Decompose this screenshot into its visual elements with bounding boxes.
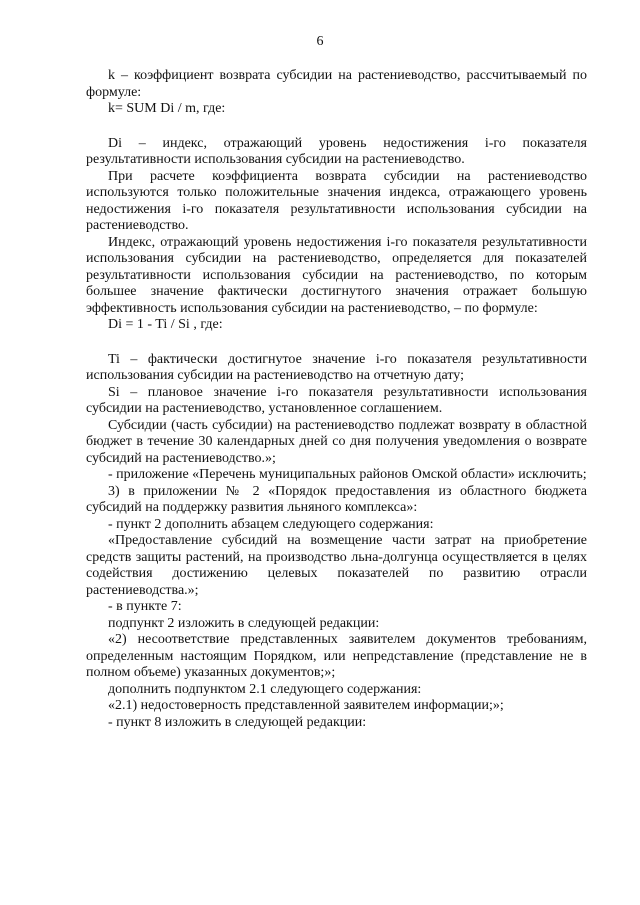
paragraph-positive-values: При расчете коэффициента возврата субсидии на растениеводство используются только положительные значения индекса, отражающего уровень недостижения i-го показателя результативности использования субсидии на растениеводство.: [86, 168, 587, 233]
paragraph-subitem-2-1-heading: дополнить подпунктом 2.1 следующего содержания:: [108, 681, 422, 697]
paragraph-appendix-removal: - приложение «Перечень муниципальных районов Омской области» исключить;: [108, 467, 587, 482]
paragraph-ti-definition: Ti – фактически достигнутое значение i-го показателя результативности использования субсидии на растениеводство на отчетную дату;: [86, 351, 587, 383]
page-number: 6: [316, 34, 324, 49]
paragraph-refund-rule: Субсидии (часть субсидии) на растениеводство подлежат возврату в областной бюджет в течение 30 календарных дней со дня получения уведомления о возврате субсидий на растениеводство.»;: [86, 417, 587, 466]
paragraph-subitem-2-heading: подпункт 2 изложить в следующей редакции:: [108, 615, 380, 631]
paragraph-si-definition: Si – плановое значение i-го показателя результативности использования субсидии на растениеводство, установленное соглашением.: [86, 384, 587, 416]
paragraph-subitem-2-1-text: «2.1) недостоверность представленной заявителем информации;»;: [108, 698, 504, 713]
paragraph-index-rule: Индекс, отражающий уровень недостижения i-го показателя результативности использования субсидии на растениеводство, определяется для показателей результативности использования субсидии на растениеводство, по которым большее значение фактически достигнутого значения отражает большую эффективность использования субсидии на растениеводство, – по формуле:: [86, 234, 587, 316]
paragraph-di-definition: Di – индекс, отражающий уровень недостижения i-го показателя результативности использования субсидии на растениеводство.: [86, 135, 587, 167]
paragraph-subitem-2-text: «2) несоответствие представленных заявителем документов требованиям, определенным настоящим Порядком, или непредставление (представление не в полном объеме) указанных документов;»;: [86, 632, 587, 680]
paragraph-subsidy-purpose: «Предоставление субсидий на возмещение части затрат на приобретение средств защиты растений, на производство льна-долгунца осуществляется в целях содействия достижению целевых показателей по развитию отрасли растениеводства.»;: [86, 533, 587, 598]
paragraph-k-definition: k – коэффициент возврата субсидии на растениеводство, рассчитываемый по формуле:: [86, 68, 587, 100]
formula-di: Di = 1 - Ti / Si , где:: [108, 317, 223, 332]
paragraph-item-2-addition: - пункт 2 дополнить абзацем следующего содержания:: [108, 516, 434, 532]
paragraph-item-8: - пункт 8 изложить в следующей редакции:: [108, 714, 367, 730]
paragraph-appendix-2: 3) в приложении № 2 «Порядок предоставления из областного бюджета субсидий на поддержку развития льняного комплекса»:: [86, 483, 587, 515]
document-body: [86, 68, 587, 731]
paragraph-item-7: - в пункте 7:: [108, 599, 182, 614]
formula-k: k= SUM Di / m, где:: [108, 101, 226, 116]
